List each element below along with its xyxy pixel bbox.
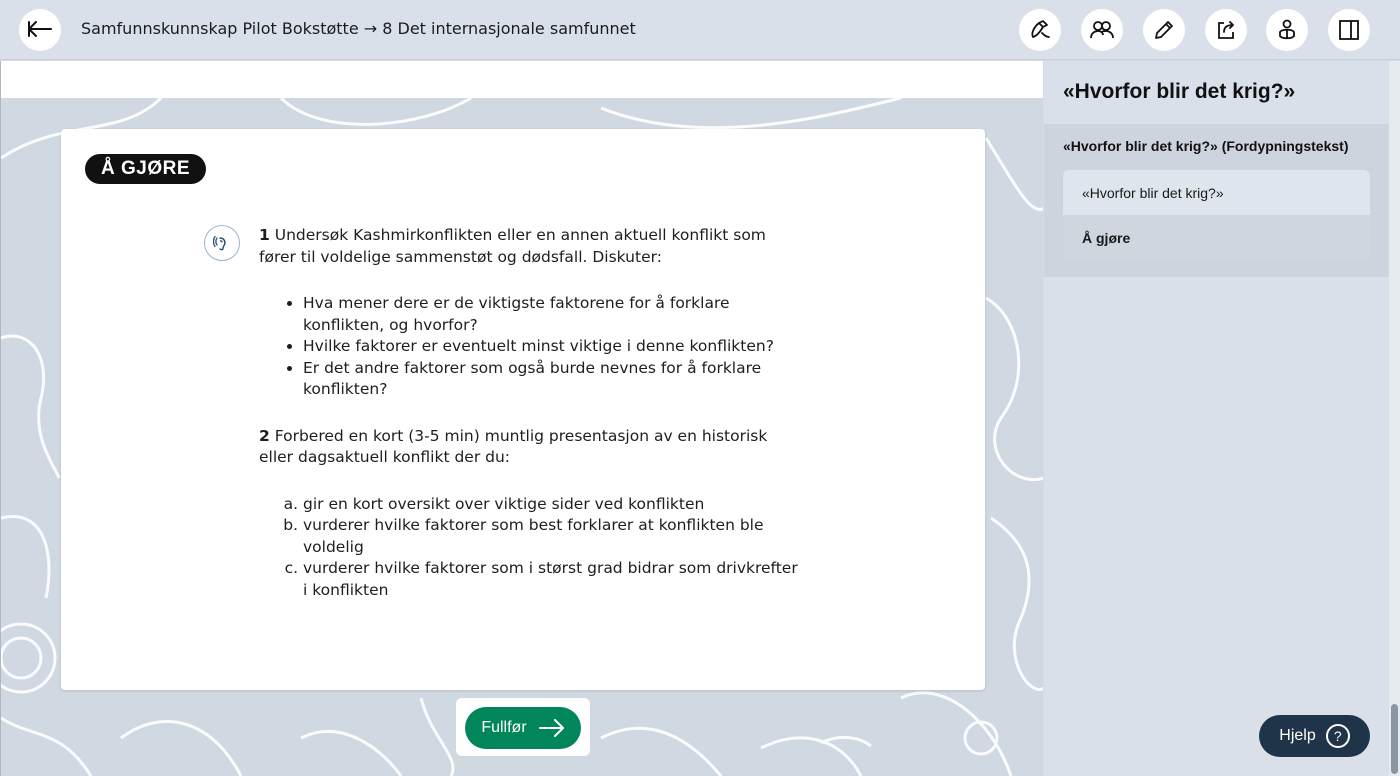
list-item: • Hva mener dere er de viktigste faktorene for å forklare konflikten, og hvorfor? [303, 293, 799, 336]
back-arrow-icon [27, 20, 53, 40]
list-item: a. gir en kort oversikt over viktige sider ved konflikten [303, 494, 799, 516]
finish-button[interactable] [465, 707, 581, 749]
help-label: Hjelp [1279, 727, 1316, 744]
profile-button[interactable] [1266, 9, 1308, 51]
share-icon [1214, 18, 1238, 42]
group-button[interactable] [1081, 9, 1123, 51]
task-1-description: Undersøk Kashmirkonflikten eller en annen aktuell konflikt som fører til voldelige sammenstøt og dødsfall. Diskuter: [259, 226, 766, 266]
top-bar [0, 0, 1400, 60]
task-content [259, 225, 799, 601]
sidebar-toggle-icon [1337, 18, 1361, 42]
group-icon [1089, 18, 1115, 42]
list-item: b. vurderer hvilke faktorer som best forklarer at konflikten ble voldelig [303, 515, 799, 558]
task-2-description: Forbered en kort (3-5 min) muntlig presentasjon av en historisk eller dagsaktuell konflikt der du: [259, 426, 768, 466]
scrollbar[interactable] [1389, 61, 1400, 776]
toc-item-intro[interactable]: «Hvorfor blir det krig?» [1063, 170, 1370, 215]
side-panel [1044, 61, 1400, 776]
task-1-text [259, 225, 799, 268]
toc-section-label[interactable]: «Hvorfor blir det krig?» (Fordypningstekst) [1063, 138, 1349, 154]
back-button[interactable] [19, 9, 61, 51]
question-icon: ? [1326, 724, 1350, 748]
pencil-icon [1152, 18, 1176, 42]
main-content [0, 61, 1043, 776]
table-of-contents [1063, 170, 1370, 260]
scrollbar-thumb[interactable] [1391, 704, 1398, 774]
highlight-icon [1028, 18, 1052, 42]
toc-item-a-gjore[interactable]: Å gjøre [1063, 215, 1370, 260]
side-panel-title: «Hvorfor blir det krig?» [1063, 80, 1296, 103]
sidebar-toggle-button[interactable] [1328, 9, 1370, 51]
task-2-number: 2 [259, 426, 270, 445]
task-badge: Å GJØRE [85, 154, 206, 184]
pencil-button[interactable] [1143, 9, 1185, 51]
arrow-right-icon [539, 719, 565, 737]
profile-icon [1275, 18, 1299, 42]
highlight-button[interactable] [1019, 9, 1061, 51]
page-top-strip [1, 61, 1043, 98]
task-card [61, 129, 985, 690]
task-2-text [259, 426, 799, 469]
task-2-items [259, 494, 799, 602]
task-1-number: 1 [259, 226, 270, 244]
listen-button[interactable] [204, 225, 240, 261]
list-item: • Er det andre faktorer som også burde nevnes for å forklare konflikten? [303, 358, 799, 401]
help-button[interactable] [1259, 715, 1370, 757]
finish-container [456, 698, 590, 756]
finish-label: Fullfør [481, 719, 527, 736]
list-item: • Hvilke faktorer er eventuelt minst viktige i denne konflikten? [303, 336, 799, 358]
task-1-bullets [259, 293, 799, 401]
breadcrumb: Samfunnskunnskap Pilot Bokstøtte → 8 Det internasjonale samfunnet [81, 19, 636, 38]
list-item: c. vurderer hvilke faktorer som i størst grad bidrar som drivkrefter i konflikten [303, 558, 799, 601]
share-button[interactable] [1205, 9, 1247, 51]
toc-section [1044, 124, 1389, 277]
listen-icon [213, 234, 231, 252]
